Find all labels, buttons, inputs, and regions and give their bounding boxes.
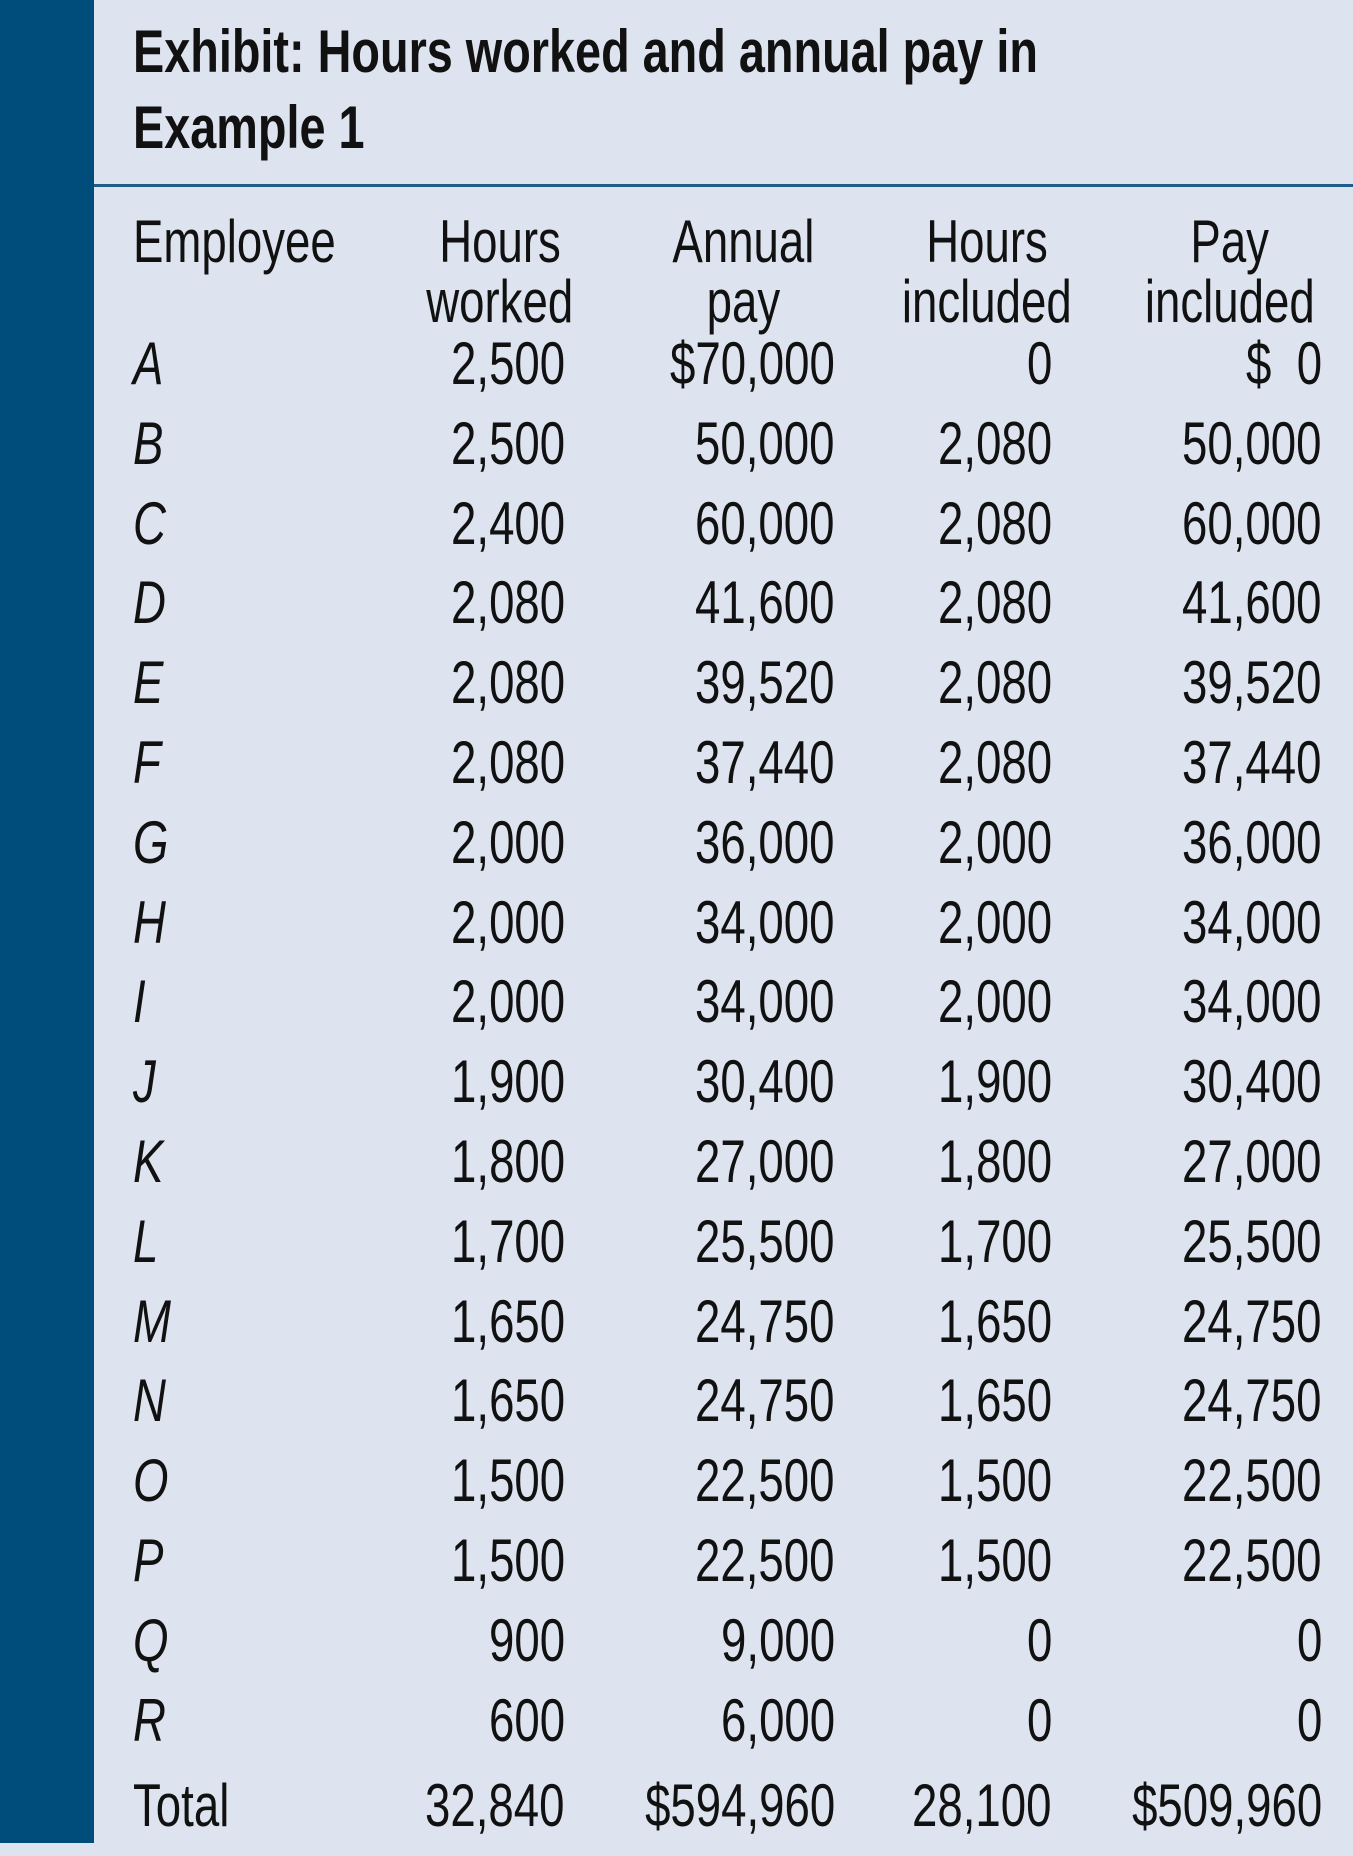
value-cell (415, 649, 565, 717)
value-cell (415, 489, 565, 557)
value-cell (651, 808, 835, 876)
cell-text: 2,000 (450, 888, 565, 956)
cell-text: 2,500 (450, 409, 565, 477)
cell-text: R (133, 1686, 166, 1754)
value-cell (902, 1287, 1052, 1355)
cell-text: 37,440 (695, 729, 835, 796)
cell-text: 2,000 (937, 888, 1052, 956)
value-cell (415, 1207, 565, 1275)
value-cell (1138, 409, 1322, 477)
table-row (0, 968, 1353, 1052)
table-row (0, 1367, 1353, 1451)
title-divider (94, 184, 1353, 187)
value-cell (1138, 649, 1322, 717)
cell-text: 2,400 (450, 489, 565, 557)
cell-text: G (133, 808, 169, 876)
employee-cell (133, 1772, 260, 1839)
cell-text: $509,960 (1131, 1772, 1322, 1839)
cell-text: 2,080 (937, 409, 1052, 477)
cell-text: 34,000 (1182, 968, 1322, 1036)
table-row (0, 1527, 1353, 1611)
cell-text: 22,500 (1182, 1527, 1322, 1594)
value-cell (465, 1686, 565, 1754)
value-cell (381, 1772, 565, 1839)
cell-text: 1,700 (450, 1207, 565, 1275)
table-row (0, 330, 1353, 414)
value-cell (1138, 1367, 1322, 1435)
employee-cell (133, 409, 173, 477)
cell-text: 0 (1026, 1606, 1052, 1674)
employee-cell (133, 1287, 183, 1355)
value-cell (1138, 808, 1322, 876)
cell-text: O (133, 1447, 169, 1515)
value-cell (1019, 330, 1052, 397)
cell-text: 0 (1296, 1606, 1322, 1674)
table-row (0, 808, 1353, 893)
cell-text: 2,080 (937, 729, 1052, 796)
cell-text: M (133, 1287, 171, 1355)
cell-text: 2,000 (450, 808, 565, 876)
cell-text: Total (133, 1772, 230, 1839)
cell-text: 1,500 (937, 1447, 1052, 1515)
cell-text: 22,500 (1182, 1447, 1322, 1515)
cell-text: 2,080 (450, 729, 565, 796)
cell-text: 600 (488, 1686, 565, 1754)
table-row (0, 1606, 1353, 1691)
cell-text: 34,000 (695, 888, 835, 956)
value-cell (651, 888, 835, 956)
employee-cell (133, 1207, 166, 1275)
employee-cell (133, 888, 176, 956)
value-cell (902, 1048, 1052, 1116)
value-cell (902, 808, 1052, 876)
value-cell (415, 330, 565, 397)
total-row (0, 1772, 1353, 1856)
cell-text: 1,500 (450, 1447, 565, 1515)
table-row (0, 1128, 1353, 1212)
value-cell (902, 1367, 1052, 1435)
employee-cell (133, 1048, 163, 1116)
value-cell (1138, 489, 1322, 557)
header-line: included (902, 268, 1072, 335)
table-row (0, 1686, 1353, 1771)
cell-text: N (133, 1367, 166, 1435)
cell-text: L (133, 1207, 159, 1275)
header-line: Employee (133, 208, 336, 275)
cell-text: 2,000 (937, 808, 1052, 876)
employee-cell (133, 1128, 173, 1195)
cell-text: C (133, 489, 166, 557)
header-line: included (1145, 268, 1315, 335)
cell-text: 27,000 (695, 1128, 835, 1195)
value-cell (415, 729, 565, 796)
cell-text: 28,100 (912, 1772, 1052, 1839)
cell-text: 36,000 (695, 808, 835, 876)
table-row (0, 649, 1353, 733)
value-cell (618, 330, 835, 397)
cell-text: 1,500 (937, 1527, 1052, 1594)
value-cell (651, 569, 835, 637)
cell-text: 1,800 (937, 1128, 1052, 1195)
value-cell (1222, 330, 1322, 397)
table-row (0, 729, 1353, 813)
header-line: pay (706, 268, 780, 335)
cell-text: 2,500 (450, 330, 565, 397)
cell-text: 25,500 (695, 1207, 835, 1275)
cell-text: 60,000 (695, 489, 835, 557)
value-cell (902, 409, 1052, 477)
cell-text: $70,000 (670, 330, 835, 397)
value-cell (651, 729, 835, 796)
employee-cell (133, 729, 170, 796)
cell-text: 24,750 (1182, 1287, 1322, 1355)
value-cell (415, 888, 565, 956)
value-cell (415, 569, 565, 637)
title-line-2: Example 1 (133, 94, 365, 161)
value-cell (1019, 1606, 1052, 1674)
value-cell (651, 1207, 835, 1275)
value-cell (868, 1772, 1052, 1839)
header-line: Hours (439, 208, 561, 275)
cell-text: 6,000 (720, 1686, 835, 1754)
employee-cell (133, 1527, 173, 1594)
value-cell (1138, 1527, 1322, 1594)
value-cell (651, 1367, 835, 1435)
value-cell (415, 1128, 565, 1195)
cell-text: 1,650 (450, 1287, 565, 1355)
header-line: Hours (926, 208, 1048, 275)
value-cell (1138, 888, 1322, 956)
cell-text: 30,400 (695, 1048, 835, 1116)
header-line: Annual (671, 208, 814, 275)
employee-cell (133, 1447, 180, 1515)
value-cell (685, 1686, 835, 1754)
cell-text: 1,800 (450, 1128, 565, 1195)
employee-cell (133, 569, 176, 637)
value-cell (651, 489, 835, 557)
value-cell (415, 808, 565, 876)
cell-text: F (133, 729, 161, 796)
cell-text: B (133, 409, 164, 477)
value-cell (1138, 1447, 1322, 1515)
table-row (0, 888, 1353, 973)
cell-text: 1,900 (450, 1048, 565, 1116)
value-cell (415, 1048, 565, 1116)
employee-cell (133, 1606, 180, 1674)
value-cell (902, 1447, 1052, 1515)
header-line: worked (426, 268, 574, 335)
cell-text: 1,700 (937, 1207, 1052, 1275)
cell-text: 2,080 (937, 569, 1052, 637)
table-header (0, 208, 1353, 342)
table-row (0, 1048, 1353, 1132)
cell-text: 27,000 (1182, 1128, 1322, 1195)
table-row (0, 1207, 1353, 1292)
employee-cell (133, 1367, 176, 1435)
table-row (0, 489, 1353, 574)
cell-text: 41,600 (695, 569, 835, 637)
cell-text: 34,000 (1182, 888, 1322, 956)
value-cell (1138, 968, 1322, 1036)
employee-cell (133, 1686, 176, 1754)
exhibit-title (133, 14, 1333, 166)
cell-text: 1,500 (450, 1527, 565, 1594)
value-cell (415, 1287, 565, 1355)
employee-cell (133, 489, 176, 557)
cell-text: K (133, 1128, 164, 1195)
employee-cell (133, 649, 173, 717)
value-cell (465, 1606, 565, 1674)
value-cell (1138, 729, 1322, 796)
table-row (0, 1287, 1353, 1372)
cell-text: 30,400 (1182, 1048, 1322, 1116)
cell-text: Q (133, 1606, 169, 1674)
table-row (0, 409, 1353, 494)
value-cell (902, 888, 1052, 956)
value-cell (415, 1527, 565, 1594)
employee-cell (133, 808, 180, 876)
value-cell (415, 1447, 565, 1515)
cell-text: 2,080 (450, 649, 565, 717)
value-cell (585, 1772, 835, 1839)
value-cell (902, 649, 1052, 717)
value-cell (1072, 1772, 1322, 1839)
cell-text: 34,000 (695, 968, 835, 1036)
cell-text: $ 0 (1245, 330, 1322, 397)
cell-text: J (133, 1048, 156, 1116)
value-cell (651, 1048, 835, 1116)
value-cell (651, 968, 835, 1036)
cell-text: I (133, 968, 146, 1036)
value-cell (651, 649, 835, 717)
cell-text: 24,750 (695, 1367, 835, 1435)
cell-text: 1,650 (937, 1287, 1052, 1355)
cell-text: 0 (1026, 1686, 1052, 1754)
value-cell (651, 1447, 835, 1515)
cell-text: 900 (488, 1606, 565, 1674)
cell-text: 2,080 (937, 649, 1052, 717)
employee-cell (133, 330, 173, 397)
cell-text: 9,000 (720, 1606, 835, 1674)
cell-text: 2,000 (937, 968, 1052, 1036)
table-row (0, 569, 1353, 653)
cell-text: 2,080 (450, 569, 565, 637)
cell-text: 0 (1026, 330, 1052, 397)
cell-text: 32,840 (425, 1772, 565, 1839)
value-cell (685, 1606, 835, 1674)
cell-text: H (133, 888, 166, 956)
cell-text: 37,440 (1182, 729, 1322, 796)
cell-text: 1,650 (450, 1367, 565, 1435)
value-cell (415, 1367, 565, 1435)
cell-text: 24,750 (1182, 1367, 1322, 1435)
cell-text: 24,750 (695, 1287, 835, 1355)
cell-text: 50,000 (695, 409, 835, 477)
cell-text: 41,600 (1182, 569, 1322, 637)
cell-text: E (133, 649, 164, 717)
value-cell (902, 1207, 1052, 1275)
column-header (1080, 208, 1353, 335)
value-cell (415, 409, 565, 477)
value-cell (1019, 1686, 1052, 1754)
value-cell (651, 1128, 835, 1195)
cell-text: 2,000 (450, 968, 565, 1036)
value-cell (902, 1527, 1052, 1594)
value-cell (1138, 569, 1322, 637)
cell-text: 36,000 (1182, 808, 1322, 876)
cell-text: 39,520 (1182, 649, 1322, 717)
value-cell (902, 1128, 1052, 1195)
cell-text: A (133, 330, 164, 397)
cell-text: 1,900 (937, 1048, 1052, 1116)
value-cell (1289, 1606, 1322, 1674)
value-cell (415, 968, 565, 1036)
value-cell (651, 409, 835, 477)
table-row (0, 1447, 1353, 1531)
value-cell (902, 968, 1052, 1036)
value-cell (651, 1287, 835, 1355)
value-cell (1138, 1207, 1322, 1275)
value-cell (902, 729, 1052, 796)
employee-cell (133, 968, 150, 1036)
cell-text: 50,000 (1182, 409, 1322, 477)
value-cell (1289, 1686, 1322, 1754)
cell-text: 22,500 (695, 1527, 835, 1594)
cell-text: 2,080 (937, 489, 1052, 557)
cell-text: 60,000 (1182, 489, 1322, 557)
cell-text: $594,960 (644, 1772, 835, 1839)
value-cell (902, 569, 1052, 637)
value-cell (651, 1527, 835, 1594)
value-cell (1138, 1128, 1322, 1195)
title-line-1: Exhibit: Hours worked and annual pay in (133, 18, 1038, 85)
cell-text: 22,500 (695, 1447, 835, 1515)
value-cell (1138, 1287, 1322, 1355)
value-cell (902, 489, 1052, 557)
header-line: Pay (1190, 208, 1270, 275)
cell-text: 25,500 (1182, 1207, 1322, 1275)
cell-text: 1,650 (937, 1367, 1052, 1435)
cell-text: 0 (1296, 1686, 1322, 1754)
cell-text: D (133, 569, 166, 637)
cell-text: P (133, 1527, 164, 1594)
cell-text: 39,520 (695, 649, 835, 717)
value-cell (1138, 1048, 1322, 1116)
